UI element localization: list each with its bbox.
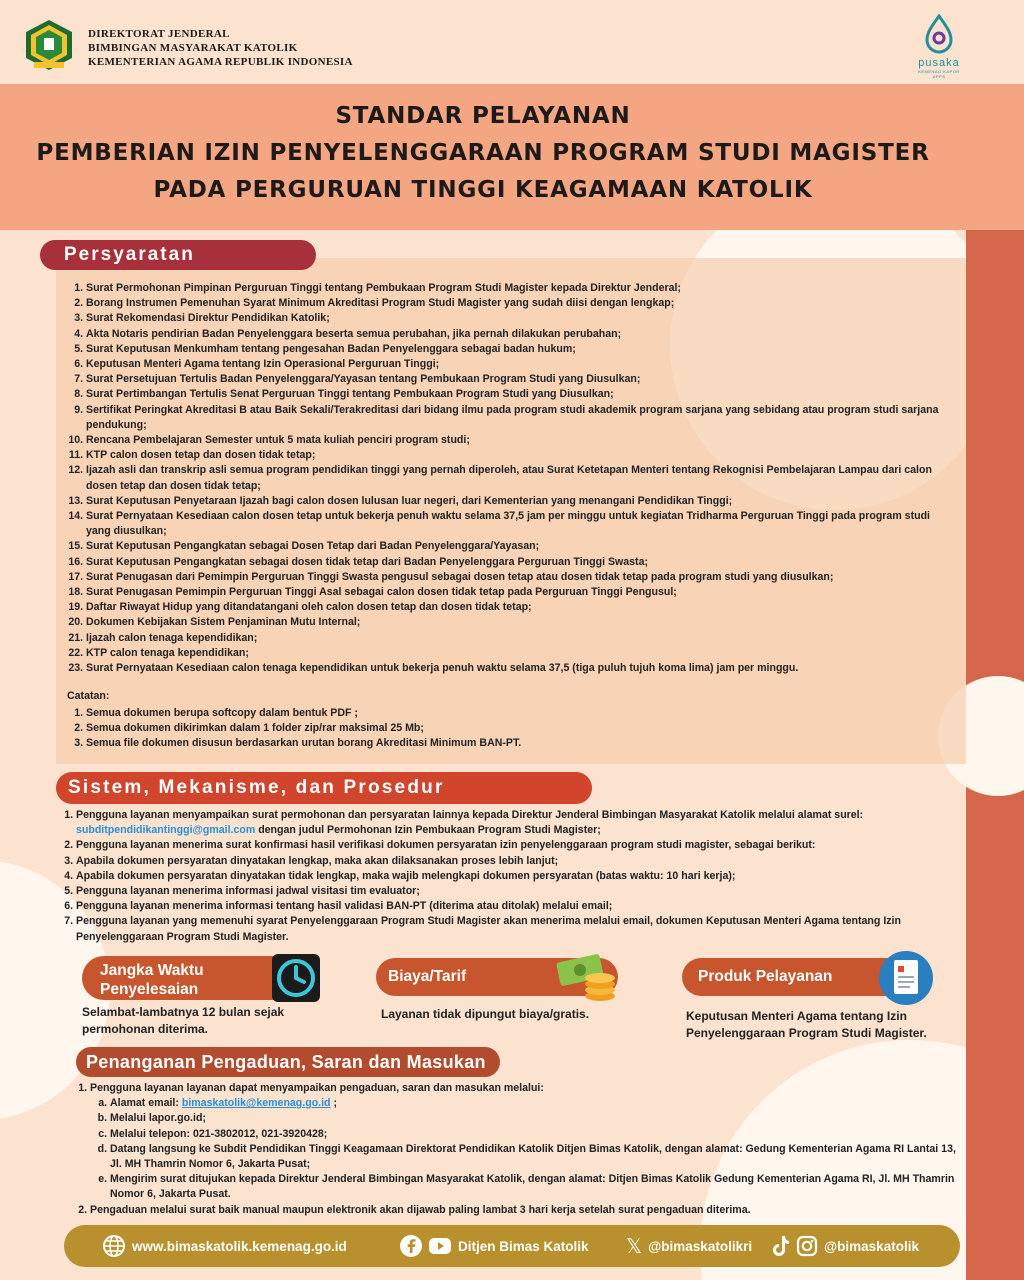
- biaya-text: Layanan tidak dipungut biaya/gratis.: [381, 1007, 590, 1021]
- requirement-item: 7. Surat Persetujuan Tertulis Badan Penyelenggara/Yayasan tentang Pembukaan Program Studi yang Diusulkan;: [86, 372, 956, 387]
- globe-icon: [102, 1234, 126, 1258]
- title-line-3: PADA PERGURUAN TINGGI KEAGAMAAN KATOLIK: [153, 177, 813, 203]
- website-url: www.bimaskatolik.kemenag.go.id: [132, 1238, 347, 1254]
- complaint-list: [90, 1081, 970, 1218]
- email-suffix: ;: [330, 1097, 338, 1110]
- email-prefix: Alamat email:: [110, 1097, 182, 1110]
- note-item: 2. Semua dokumen dikirimkan dalam 1 folder zip/rar maksimal 25 Mb;: [86, 721, 926, 736]
- requirement-item: 9. Sertifikat Peringkat Akreditasi B atau Baik Sekali/Terakreditasi dari bidang ilmu pada program studi akademik program sarjana yang sebidang atau program studi sarjana pendukung;: [86, 403, 956, 433]
- money-icon: [554, 952, 620, 1006]
- requirement-item: 6. Keputusan Menteri Agama tentang Izin Operasional Perguruan Tinggi;: [86, 357, 956, 372]
- requirement-item: 10. Rencana Pembelajaran Semester untuk 5 mata kuliah penciri program studi;: [86, 433, 956, 448]
- requirement-item: 1. Surat Permohonan Pimpinan Perguruan Tinggi tentang Pembukaan Program Studi Magister kepada Direktur Jenderal;: [86, 281, 956, 296]
- requirement-item: 13. Surat Keputusan Penyetaraan Ijazah bagi calon dosen lulusan luar negeri, dari Kementerian yang menangani Pendidikan Tinggi;: [86, 494, 956, 509]
- clock-icon: [272, 954, 320, 1002]
- procedure-item: 4. Apabila dokumen persyaratan dinyatakan tidak lengkap, maka wajib melengkapi dokumen persyaratan (batas waktu: 10 hari kerja);: [76, 869, 966, 884]
- facebook-youtube-handle: Ditjen Bimas Katolik: [458, 1238, 589, 1254]
- procedure-item-text: Pengguna layanan menyampaikan surat permohonan dan persyaratan lainnya kepada Direktur Jenderal Bimbingan Masyarakat Katolik melalui alamat surel:: [76, 809, 864, 821]
- header: [0, 0, 1024, 84]
- jangka-waktu-line-2: Penyelesaian: [100, 981, 199, 998]
- section-heading-persyaratan: Persyaratan: [40, 240, 316, 270]
- organization-name: [88, 27, 353, 69]
- requirement-item: 16. Surat Keputusan Pengangkatan sebagai dosen tidak tetap dari Badan Penyelenggara Perguruan Tinggi Swasta;: [86, 555, 956, 570]
- complaint-channel-item: [110, 1096, 970, 1111]
- requirement-item: 18. Surat Penugasan Pemimpin Perguruan Tinggi Asal sebagai calon dosen tidak tetap pada Perguruan Tinggi Pengusul;: [86, 585, 956, 600]
- pusaka-name: pusaka: [918, 57, 960, 69]
- footer-facebook-youtube[interactable]: [400, 1225, 589, 1267]
- produk-label: [682, 958, 920, 996]
- jangka-waktu-label: [82, 956, 320, 1000]
- instagram-icon: [796, 1235, 818, 1257]
- kemenag-logo-icon: [22, 18, 76, 72]
- requirements-list: [86, 281, 956, 676]
- requirement-item: 4. Akta Notaris pendirian Badan Penyelenggara beserta semua perubahan, jika pernah dilakukan perubahan;: [86, 327, 956, 342]
- procedure-list: [76, 808, 966, 945]
- org-line-2: BIMBINGAN MASYARAKAT KATOLIK: [88, 42, 298, 54]
- complaint-channel-item: e. Mengirim surat ditujukan kepada Direktur Jenderal Bimbingan Masyarakat Katolik, dengan alamat: Ditjen Bimas Katolik Gedung Kementerian Agama RI, Jl. MH Thamrin Nomor 6, Jakarta Pusat.: [110, 1172, 970, 1202]
- requirement-item: 12. Ijazah asli dan transkrip asli semua program pendidikan tinggi yang pernah diperoleh, atau Surat Ketetapan Menteri tentang Rekognisi Pembelajaran Lampau dari calon dosen tetap dan dosen tidak tetap;: [86, 463, 956, 493]
- note-item: 1. Semua dokumen berupa softcopy dalam bentuk PDF ;: [86, 706, 926, 721]
- requirement-item: 3. Surat Rekomendasi Direktur Pendidikan Katolik;: [86, 311, 956, 326]
- biaya-label: [376, 958, 618, 996]
- complaint-channel-item: d. Datang langsung ke Subdit Pendidikan Tinggi Keagamaan Direktorat Pendidikan Katolik Ditjen Bimas Katolik, dengan alamat: Gedung Kementerian Agama RI Lantai 13, Jl. MH Thamrin Nomor 6, Jakarta Pusat;: [110, 1142, 970, 1172]
- notes-list: [86, 706, 926, 752]
- requirement-item: 2. Borang Instrumen Pemenuhan Syarat Minimum Akreditasi Program Studi Magister yang sudah diisi dengan lengkap;: [86, 296, 956, 311]
- section-heading-pengaduan: Penanganan Pengaduan, Saran dan Masukan: [76, 1047, 500, 1077]
- title-line-2: PEMBERIAN IZIN PENYELENGGARAAN PROGRAM STUDI MAGISTER: [36, 140, 930, 166]
- pusaka-tagline: KEMENAG KAPOR APPS: [918, 69, 960, 79]
- requirement-item: 19. Daftar Riwayat Hidup yang ditandatangani oleh calon dosen tetap dan dosen tidak tetap;: [86, 600, 956, 615]
- section-heading-prosedur: Sistem, Mekanisme, dan Prosedur: [56, 772, 592, 804]
- requirement-item: 20. Dokumen Kebijakan Sistem Penjaminan Mutu Internal;: [86, 615, 956, 630]
- org-line-3: KEMENTERIAN AGAMA REPUBLIK INDONESIA: [88, 56, 353, 68]
- jangka-waktu-text: Selambat-lambatnya 12 bulan sejak permohonan diterima.: [82, 1005, 285, 1036]
- complaint-channel-item: b. Melalui lapor.go.id;: [110, 1111, 970, 1126]
- procedure-item: 5. Pengguna layanan menerima informasi jadwal visitasi tim evaluator;: [76, 884, 966, 899]
- requirement-item: 14. Surat Pernyataan Kesediaan calon dosen tetap untuk bekerja penuh waktu selama 37,5 jam per minggu untuk kegiatan Tridharma Perguruan Tinggi pada program studi yang diusulkan;: [86, 509, 956, 539]
- youtube-icon: [428, 1236, 452, 1256]
- document-certificate-icon: [878, 950, 934, 1006]
- procedure-item: 6. Pengguna layanan menerima informasi tentang hasil validasi BAN-PT (diterima atau ditolak) melalui email;: [76, 899, 966, 914]
- notes-title: Catatan:: [67, 690, 110, 702]
- x-handle: @bimaskatolikri: [648, 1238, 753, 1254]
- procedure-item-suffix: dengan judul Permohonan Izin Pembukaan Program Studi Magister;: [255, 824, 601, 837]
- complaint-channel-item: c. Melalui telepon: 021-3802012, 021-3920428;: [110, 1127, 970, 1142]
- complaint-item: 2. Pengaduan melalui surat baik manual maupun elektronik akan dijawab paling lambat 3 hari kerja setelah surat pengaduan diterima.: [90, 1203, 970, 1218]
- jangka-waktu-title: [100, 961, 204, 999]
- complaint-item: [90, 1081, 970, 1203]
- requirement-item: 15. Surat Keputusan Pengangkatan sebagai Dosen Tetap dari Badan Penyelenggara/Yayasan;: [86, 539, 956, 554]
- requirement-item: 8. Surat Pertimbangan Tertulis Senat Perguruan Tinggi tentang Pembukaan Program Studi yang Diusulkan;: [86, 387, 956, 402]
- produk-title: Produk Pelayanan: [698, 968, 833, 985]
- pusaka-logo: [912, 14, 966, 79]
- x-icon: 𝕏: [626, 1235, 643, 1258]
- footer-tiktok-instagram[interactable]: [772, 1225, 919, 1267]
- tiktok-icon: [772, 1235, 790, 1257]
- requirement-item: 22. KTP calon tenaga kependidikan;: [86, 646, 956, 661]
- footer-website[interactable]: [102, 1225, 347, 1267]
- page-title: [0, 98, 966, 209]
- produk-text: Keputusan Menteri Agama tentang Izin Penyelenggaraan Program Studi Magister.: [686, 1009, 927, 1040]
- footer-x[interactable]: [626, 1225, 752, 1267]
- footer-bar: [64, 1225, 960, 1267]
- note-item: 3. Semua file dokumen disusun berdasarkan urutan borang Akreditasi Minimum BAN-PT.: [86, 736, 926, 751]
- requirement-item: 5. Surat Keputusan Menkumham tentang pengesahan Badan Penyelenggara sebagai badan hukum;: [86, 342, 956, 357]
- biaya-title: Biaya/Tarif: [388, 968, 467, 985]
- procedure-item: 7. Pengguna layanan yang memenuhi syarat Penyelenggaraan Program Studi Magister akan menerima melalui email, dokumen Keputusan Menteri Agama tentang Izin Penyelenggaraan Program Studi Magister.: [76, 914, 966, 944]
- procedure-item: 2. Pengguna layanan menerima surat konfirmasi hasil verifikasi dokumen persyaratan izin penyelenggaraan program studi magister, sebagai berikut:: [76, 838, 966, 853]
- requirement-item: 21. Ijazah calon tenaga kependidikan;: [86, 631, 956, 646]
- title-line-1: STANDAR PELAYANAN: [335, 103, 631, 129]
- complaint-channel-list: [90, 1096, 970, 1202]
- procedure-email-link[interactable]: subditpendidikantinggi@gmail.com: [76, 824, 256, 837]
- pusaka-drop-icon: [924, 14, 954, 54]
- complaint-email-link[interactable]: bimaskatolik@kemenag.go.id: [181, 1097, 331, 1110]
- requirement-item: 17. Surat Penugasan dari Pemimpin Perguruan Tinggi Swasta pengusul sebagai dosen tetap atau dosen tidak tetap pada program studi yang diusulkan;: [86, 570, 956, 585]
- jangka-waktu-line-1: Jangka Waktu: [100, 962, 204, 979]
- requirement-item: 11. KTP calon dosen tetap dan dosen tidak tetap;: [86, 448, 956, 463]
- facebook-icon: [400, 1235, 422, 1257]
- tiktok-instagram-handle: @bimaskatolik: [824, 1238, 919, 1254]
- procedure-item: 3. Apabila dokumen persyaratan dinyatakan lengkap, maka akan dilaksanakan proses lebih lanjut;: [76, 854, 966, 869]
- complaint-item-text: Pengguna layanan layanan dapat menyampaikan pengaduan, saran dan masukan melalui:: [90, 1082, 544, 1094]
- org-line-1: DIREKTORAT JENDERAL: [88, 28, 230, 40]
- service-info-boxes: [0, 948, 966, 1048]
- procedure-item: [76, 808, 966, 838]
- requirement-item: 23. Surat Pernyataan Kesediaan calon tenaga kependidikan untuk bekerja penuh waktu selama 37,5 (tiga puluh tujuh koma lima) jam per minggu.: [86, 661, 956, 676]
